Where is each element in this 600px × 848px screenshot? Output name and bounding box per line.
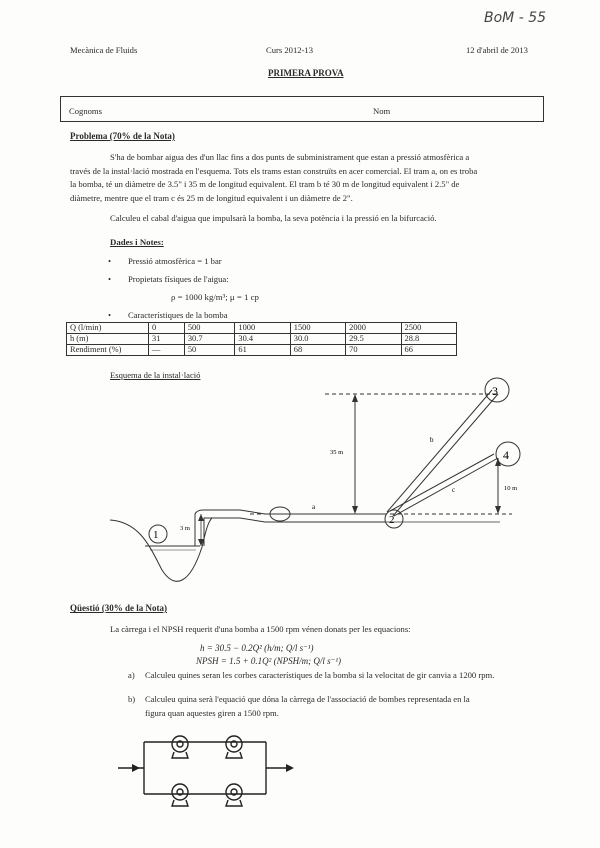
pipe-c-2: [390, 454, 494, 511]
table-cell: 31: [149, 334, 185, 345]
schema-heading: Esquema de la instal·lació: [110, 370, 201, 380]
outlet-arrow-icon: [286, 764, 294, 772]
surname-label: Cognoms: [69, 106, 102, 116]
name-box: [60, 96, 544, 122]
pump-base-icon: [172, 752, 188, 758]
pump-association-diagram: [118, 722, 298, 812]
item-a-letter: a): [128, 670, 135, 680]
item-b: Calculeu quina serà l'equació que dóna la càrrega de l'associació de bombes representada en la figura quan aquestes giren a 1500 rpm.: [145, 694, 470, 718]
table-cell: Rendiment (%): [67, 345, 149, 356]
equation-head: h = 30.5 − 0.2Q² (h/m; Q/l s⁻¹): [200, 643, 314, 653]
table-cell: 500: [184, 323, 235, 334]
label-pipe-b: b: [430, 436, 434, 444]
course-name: Mecànica de Fluids: [70, 45, 138, 55]
label-node-3: 3: [492, 384, 498, 398]
pipe-b-2: [387, 390, 492, 512]
arrow-35m-bottom: [352, 506, 358, 514]
inlet-arrow-icon: [132, 764, 140, 772]
table-cell: 66: [401, 345, 456, 356]
item-b-letter: b): [128, 694, 136, 704]
course-year: Curs 2012-13: [266, 45, 314, 55]
bullet-properties: • Propietats físiques de l'aigua:: [128, 274, 229, 284]
pipe-c: [394, 458, 498, 516]
question-heading: Qüestió (30% de la Nota): [70, 603, 167, 613]
table-cell: 28.8: [401, 334, 456, 345]
table-cell: 1500: [290, 323, 345, 334]
item-a: Calculeu quines seran les corbes característiques de la bomba si la velocitat de gir canvia a 1200 rpm.: [145, 670, 495, 680]
pump-icon: [226, 736, 242, 752]
table-cell: 68: [290, 345, 345, 356]
exam-date: 12 d'abril de 2013: [466, 45, 528, 55]
pump-icon: [226, 784, 242, 800]
table-row: [67, 345, 457, 356]
handwritten-note: BoM - 55: [484, 10, 547, 26]
table-cell: h (m): [67, 334, 149, 345]
problem-heading: Problema (70% de la Nota): [70, 131, 175, 141]
table-cell: 61: [235, 345, 290, 356]
table-cell: 1000: [235, 323, 290, 334]
table-cell: 30.7: [184, 334, 235, 345]
data-heading: Dades i Notes:: [110, 237, 164, 247]
pump-icon: [172, 784, 188, 800]
arrow-10m-bottom: [495, 506, 501, 514]
arrow-35m-top: [352, 394, 358, 402]
pipe-b: [393, 394, 498, 516]
label-node-2: 2: [389, 514, 395, 526]
label-10m: 10 m: [504, 485, 518, 492]
table-row: [67, 323, 457, 334]
table-row: [67, 334, 457, 345]
table-cell: 70: [346, 345, 401, 356]
question-intro: La càrrega i el NPSH requerit d'una bomba a 1500 rpm vénen donats per les equacions:: [110, 624, 411, 634]
label-node-1: 1: [153, 529, 159, 541]
table-cell: —: [149, 345, 185, 356]
bullet-pressure: • Pressió atmosfèrica = 1 bar: [128, 256, 222, 266]
name-label: Nom: [373, 106, 391, 116]
label-node-4: 4: [503, 448, 509, 462]
pump-table: [66, 322, 457, 356]
table-cell: Q (l/min): [67, 323, 149, 334]
installation-diagram: [100, 372, 530, 602]
label-35m: 35 m: [330, 449, 344, 456]
pump-base-icon: [172, 800, 188, 806]
table-cell: 0: [149, 323, 185, 334]
table-cell: 30.4: [235, 334, 290, 345]
problem-statement: S'ha de bombar aigua des d'un llac fins a dos punts de subministrament que estan a pressió atmosfèrica a través de la instal·lació mostrada en l'esquema. Tots els trams estan construïts en acer comercial. El tram a, on es troba la bomba, té un diàmetre de 3.5" i 35 m de longitud equivalent. El tram b té 30 m de longitud equivalent i 2.5" de diàmetre, mentre que el tram c és 25 m de longitud equivalent i un diàmetre de 2".: [70, 152, 478, 203]
problem-task: Calculeu el cabal d'aigua que impulsarà la bomba, la seva potència i la pressió en la bifurcació.: [110, 213, 437, 223]
water-properties-formula: ρ = 1000 kg/m³; μ = 1 cp: [171, 292, 259, 302]
table-cell: 2000: [346, 323, 401, 334]
table-cell: 30.0: [290, 334, 345, 345]
table-cell: 29.5: [346, 334, 401, 345]
table-cell: 2500: [401, 323, 456, 334]
pump-base-icon: [226, 752, 242, 758]
pump-base-icon: [226, 800, 242, 806]
label-pipe-c: c: [452, 486, 456, 494]
label-pipe-a: a: [312, 503, 316, 511]
bullet-pump: • Característiques de la bomba: [128, 310, 228, 320]
exam-title: PRIMERA PROVA: [268, 68, 344, 78]
pump-icon: [172, 736, 188, 752]
arrow-3m-top: [198, 514, 204, 521]
label-3m: 3 m: [180, 525, 190, 532]
table-cell: 50: [184, 345, 235, 356]
equation-npsh: NPSH = 1.5 + 0.1Q² (NPSH/m; Q/l s⁻¹): [196, 656, 342, 666]
